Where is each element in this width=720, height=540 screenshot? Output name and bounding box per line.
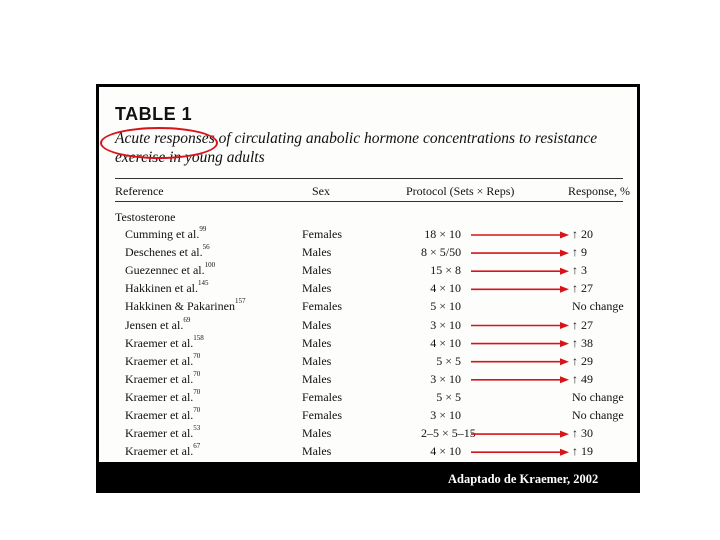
reference-text: Kraemer et al. bbox=[125, 371, 194, 386]
table-caption: Acute responses of circulating anabolic hormone concentrations to resistance exercise in young adults bbox=[115, 130, 598, 166]
cell-response: ↑ 38 bbox=[572, 335, 593, 350]
reference-superscript: 67 bbox=[193, 442, 201, 451]
reference-superscript: 70 bbox=[193, 351, 201, 360]
reference-superscript: 56 bbox=[202, 243, 210, 252]
red-arrow bbox=[471, 449, 569, 456]
reference-superscript: 69 bbox=[183, 315, 191, 324]
cell-protocol: 4 × 10 bbox=[430, 444, 461, 459]
reference-superscript: 70 bbox=[193, 369, 201, 378]
red-arrow bbox=[471, 322, 569, 329]
cell-protocol: 18 × 10 bbox=[424, 227, 461, 241]
cell-response: ↑ 27 bbox=[572, 281, 593, 296]
cell-response: ↑ 49 bbox=[572, 371, 593, 386]
header-sex: Sex bbox=[312, 184, 330, 198]
cell-protocol: 8 × 5/50 bbox=[421, 245, 462, 260]
cell-response: No change bbox=[572, 299, 624, 314]
reference-text: Kraemer et al. bbox=[125, 353, 194, 368]
reference-superscript: 53 bbox=[193, 424, 201, 433]
header-protocol: Protocol (Sets × Reps) bbox=[406, 184, 515, 198]
reference-text: Guezennec et al. bbox=[125, 263, 205, 278]
cell-response: ↑ 19 bbox=[572, 444, 593, 459]
cell-sex: Males bbox=[302, 353, 332, 368]
slide-frame bbox=[96, 84, 640, 493]
reference-text: Kraemer et al. bbox=[125, 408, 194, 422]
cell-sex: Males bbox=[302, 335, 332, 350]
cell-sex: Males bbox=[302, 281, 332, 296]
cell-sex: Males bbox=[302, 371, 332, 386]
cell-sex: Males bbox=[302, 426, 332, 441]
reference-text: Hakkinen & Pakarinen bbox=[125, 299, 235, 314]
red-arrow bbox=[471, 376, 569, 383]
red-arrow bbox=[471, 340, 569, 347]
cell-response: No change bbox=[572, 408, 624, 422]
cell-protocol: 3 × 10 bbox=[430, 317, 461, 332]
section-testosterone: Testosterone bbox=[115, 210, 176, 224]
cell-response: ↑ 20 bbox=[572, 227, 593, 241]
cell-protocol: 5 × 5 bbox=[436, 353, 461, 368]
reference-text: Cumming et al. bbox=[125, 227, 200, 241]
cell-protocol: 15 × 8 bbox=[430, 263, 461, 278]
reference-text: Deschenes et al. bbox=[125, 245, 203, 260]
reference-superscript: 145 bbox=[197, 279, 209, 288]
reference-text: Kraemer et al. bbox=[125, 389, 194, 404]
header-response: Response, % bbox=[568, 184, 630, 198]
reference-superscript: 100 bbox=[204, 261, 216, 270]
table-label: TABLE 1 bbox=[115, 104, 193, 124]
annotation-arrows bbox=[99, 87, 637, 462]
cell-sex: Females bbox=[302, 227, 342, 241]
cell-response: ↑ 3 bbox=[572, 263, 587, 278]
cell-sex: Females bbox=[302, 408, 342, 422]
cell-response: ↑ 29 bbox=[572, 353, 593, 368]
cell-protocol: 2–5 × 5–15 bbox=[421, 426, 476, 441]
red-arrow bbox=[471, 232, 569, 239]
cell-response: ↑ 30 bbox=[572, 426, 593, 441]
reference-text: Kraemer et al. bbox=[125, 335, 194, 350]
reference-text: Kraemer et al. bbox=[125, 426, 194, 441]
reference-superscript: 99 bbox=[199, 225, 207, 233]
cell-sex: Males bbox=[302, 263, 332, 278]
reference-text: Jensen et al. bbox=[125, 317, 184, 332]
cell-sex: Females bbox=[302, 389, 342, 404]
reference-superscript: 70 bbox=[193, 406, 201, 414]
cell-protocol: 4 × 10 bbox=[430, 281, 461, 296]
cell-response: ↑ 27 bbox=[572, 317, 593, 332]
reference-text: Kraemer et al. bbox=[125, 444, 194, 459]
red-arrow bbox=[471, 358, 569, 365]
source-credit: Adaptado de Kraemer, 2002 bbox=[448, 472, 599, 486]
red-arrow bbox=[471, 431, 569, 438]
cell-sex: Males bbox=[302, 444, 332, 459]
cell-sex: Males bbox=[302, 245, 332, 260]
reference-text: Hakkinen et al. bbox=[125, 281, 198, 296]
cell-protocol: 3 × 10 bbox=[430, 371, 461, 386]
table-scan bbox=[99, 87, 637, 462]
cell-response: No change bbox=[572, 389, 624, 404]
cell-protocol: 5 × 5 bbox=[436, 389, 461, 404]
cell-protocol: 3 × 10 bbox=[430, 408, 461, 422]
cell-protocol: 5 × 10 bbox=[430, 299, 461, 314]
cell-sex: Males bbox=[302, 317, 332, 332]
red-arrow bbox=[471, 250, 569, 257]
reference-superscript: 70 bbox=[193, 387, 201, 396]
cell-response: ↑ 9 bbox=[572, 245, 587, 260]
cell-protocol: 4 × 10 bbox=[430, 335, 461, 350]
reference-superscript: 158 bbox=[193, 333, 204, 342]
cell-sex: Females bbox=[302, 299, 342, 314]
red-arrow bbox=[471, 268, 569, 275]
reference-superscript: 157 bbox=[234, 297, 246, 306]
header-reference: Reference bbox=[115, 184, 164, 198]
red-arrow bbox=[471, 286, 569, 293]
